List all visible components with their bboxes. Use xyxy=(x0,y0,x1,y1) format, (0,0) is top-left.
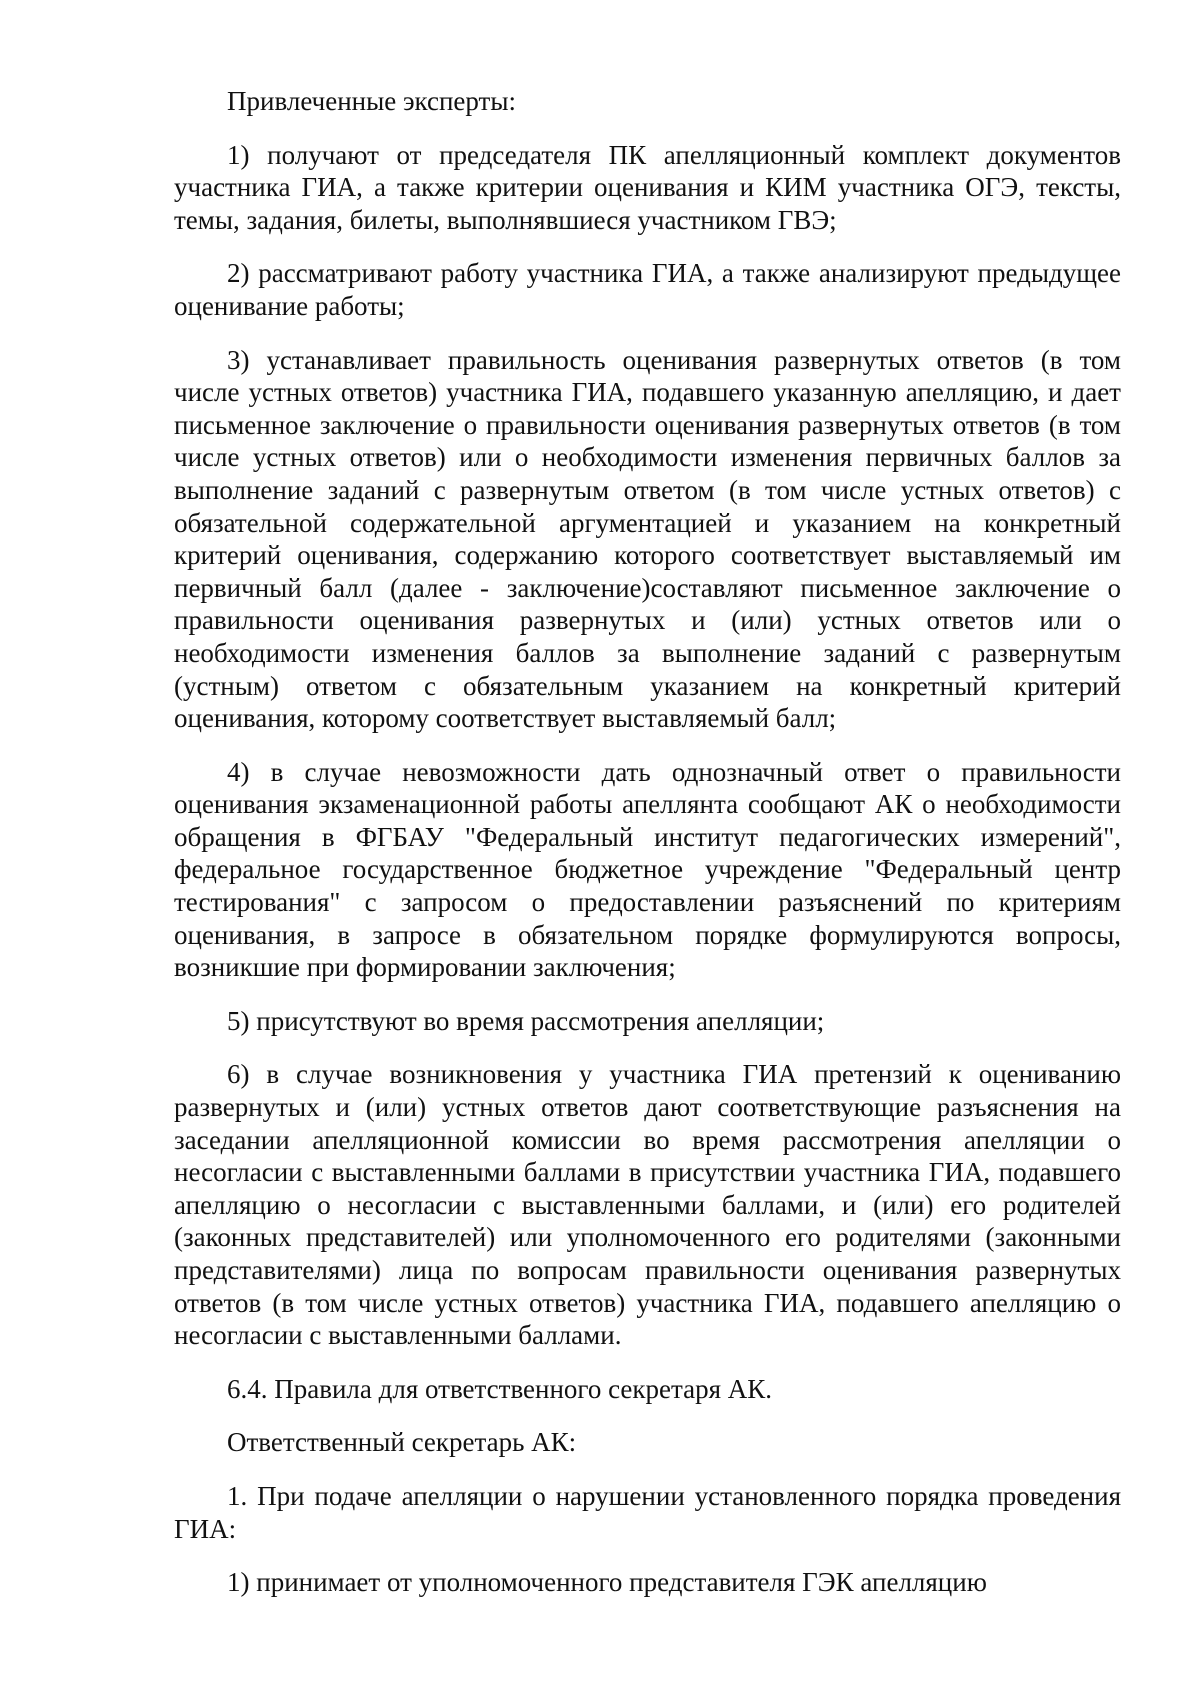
paragraph-appeal-item-1: 1) принимает от уполномоченного представителя ГЭК апелляцию xyxy=(227,1567,987,1598)
paragraph-secretary-heading: Ответственный секретарь АК: xyxy=(227,1427,577,1458)
paragraph-item-5: 5) присутствуют во время рассмотрения апелляции; xyxy=(227,1005,825,1036)
paragraph-experts-heading: Привлеченные эксперты: xyxy=(227,86,516,116)
paragraph-item-3: 3) устанавливает правильность оценивания развернутых ответов (в том числе устных ответов) участника ГИА, подавшего указанную апелляцию, и дает письменное заключение о правильности оценивания развернутых ответов (в том числе устных ответов) или о необходимости изменения первичных баллов за выполнение заданий с развернутым ответом (в том числе устных ответов) с обязательной содержательной аргументацией и указанием на конкретный критерий оценивания, содержанию которого соответствует выставляемый им первичный балл (далее - заключение)составляют письменное заключение о правильности оценивания развернутых и (или) устных ответов или о необходимости изменения баллов за выполнение заданий с развернутым (устным) ответом с обязательным указанием на конкретный критерий оценивания, которому соответствует выставляемый балл; xyxy=(174,344,1121,734)
paragraph-item-4: 4) в случае невозможности дать однозначный ответ о правильности оценивания экзаменационной работы апеллянта сообщают АК о необходимости обращения в ФГБАУ "Федеральный институт педагогических измерений", федеральное государственное бюджетное учреждение "Федеральный центр тестирования" с запросом о предоставлении разъяснений по критериям оценивания, в запросе в обязательном порядке формулируются вопросы, возникшие при формировании заключения; xyxy=(174,756,1121,983)
paragraph-appeal-procedure: 1. При подаче апелляции о нарушении установленного порядка проведения ГИА: xyxy=(174,1480,1121,1544)
document-body xyxy=(174,85,1121,1599)
paragraph-item-1: 1) получают от председателя ПК апелляционный комплект документов участника ГИА, а также критерии оценивания и КИМ участника ОГЭ, тексты, темы, задания, билеты, выполнявшиеся участником ГВЭ; xyxy=(174,139,1121,235)
paragraph-item-6: 6) в случае возникновения у участника ГИА претензий к оцениванию развернутых и (или) устных ответов дают соответствующие разъяснения на заседании апелляционной комиссии во время рассмотрения апелляции о несогласии с выставленными баллами в присутствии участника ГИА, подавшего апелляцию о несогласии с выставленными баллами, и (или) его родителей (законных представителей) или уполномоченного его родителями (законными представителями) лица по вопросам правильности оценивания развернутых ответов (в том числе устных ответов) участника ГИА, подавшего апелляцию о несогласии с выставленными баллами. xyxy=(174,1059,1121,1351)
paragraph-item-2: 2) рассматривают работу участника ГИА, а также анализируют предыдущее оценивание работы; xyxy=(174,258,1121,321)
section-heading-6-4: 6.4. Правила для ответственного секретаря АК. xyxy=(227,1373,773,1404)
